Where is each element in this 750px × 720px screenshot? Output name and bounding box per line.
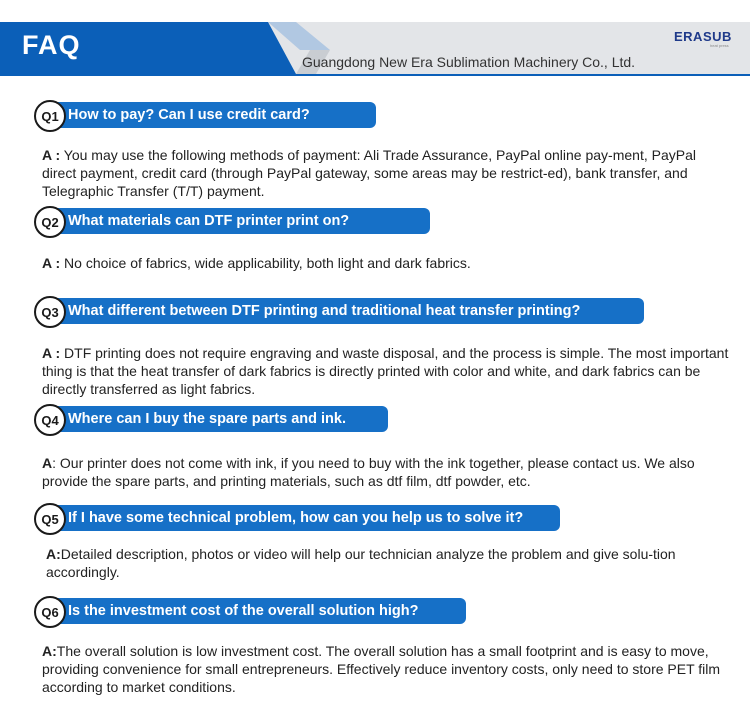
answer-body: No choice of fabrics, wide applicability, both light and dark fabrics. (60, 255, 471, 271)
question-badge: Q3 (34, 296, 66, 328)
logo-subtitle: heat press (710, 43, 729, 48)
answer-label: A : (42, 345, 61, 361)
question-bar (50, 598, 466, 624)
answer-label: A: (42, 643, 57, 659)
answer-body: The overall solution is low investment cost. The overall solution has a small footprint and is easy to move, providing convenience for small entrepreneurs. Effectively reduce inventory costs, only need to store PET film according to market conditions. (42, 643, 721, 695)
answer-body: DTF printing does not require engraving and waste disposal, and the process is simple. The most important thing is that the heat transfer of dark fabrics is directly printed with color and white, and dark fabrics can be directly transferred as light fabrics. (42, 345, 729, 397)
answer-text (42, 146, 732, 200)
question-text: If I have some technical problem, how can you help us to solve it? (68, 510, 524, 526)
question-text: What materials can DTF printer print on? (68, 213, 350, 229)
question-bar (50, 505, 560, 531)
question-bar (50, 102, 376, 128)
page-header (0, 0, 750, 78)
answer-text (42, 344, 732, 398)
answer-text (42, 454, 732, 490)
answer-body: You may use the following methods of payment: Ali Trade Assurance, PayPal online pay-ment, PayPal direct payment, credit card (through PayPal gateway, some areas may be restrict-ed), bank transfer, and Telegraphic Transfer (T/T) payment. (42, 147, 696, 199)
answer-label: A : (42, 255, 61, 271)
brand-logo (674, 29, 740, 51)
question-text: Is the investment cost of the overall solution high? (68, 603, 419, 619)
question-text: Where can I buy the spare parts and ink. (68, 411, 346, 427)
question-badge: Q6 (34, 596, 66, 628)
question-text: How to pay? Can I use credit card? (68, 107, 310, 123)
question-badge: Q2 (34, 206, 66, 238)
answer-body: : Our printer does not come with ink, if you need to buy with the ink together, please contact us. We also provide the spare parts, and printing materials, such as dtf film, dtf powder, etc. (42, 455, 695, 489)
answer-label: A: (46, 546, 61, 562)
page-title: FAQ (22, 30, 81, 60)
answer-body: Detailed description, photos or video will help our technician analyze the problem and give solu-tion accordingly. (46, 546, 676, 580)
answer-text (42, 254, 732, 272)
question-bar (50, 406, 388, 432)
question-text: What different between DTF printing and traditional heat transfer printing? (68, 303, 581, 319)
question-badge: Q4 (34, 404, 66, 436)
answer-text (46, 545, 736, 581)
logo-text: ERASUB (674, 29, 732, 44)
answer-label: A : (42, 147, 61, 163)
answer-label: A (42, 455, 53, 471)
question-bar (50, 208, 430, 234)
question-bar (50, 298, 644, 324)
question-badge: Q1 (34, 100, 66, 132)
question-badge: Q5 (34, 503, 66, 535)
company-name: Guangdong New Era Sublimation Machinery Co., Ltd. (302, 54, 636, 70)
answer-text (42, 642, 732, 696)
